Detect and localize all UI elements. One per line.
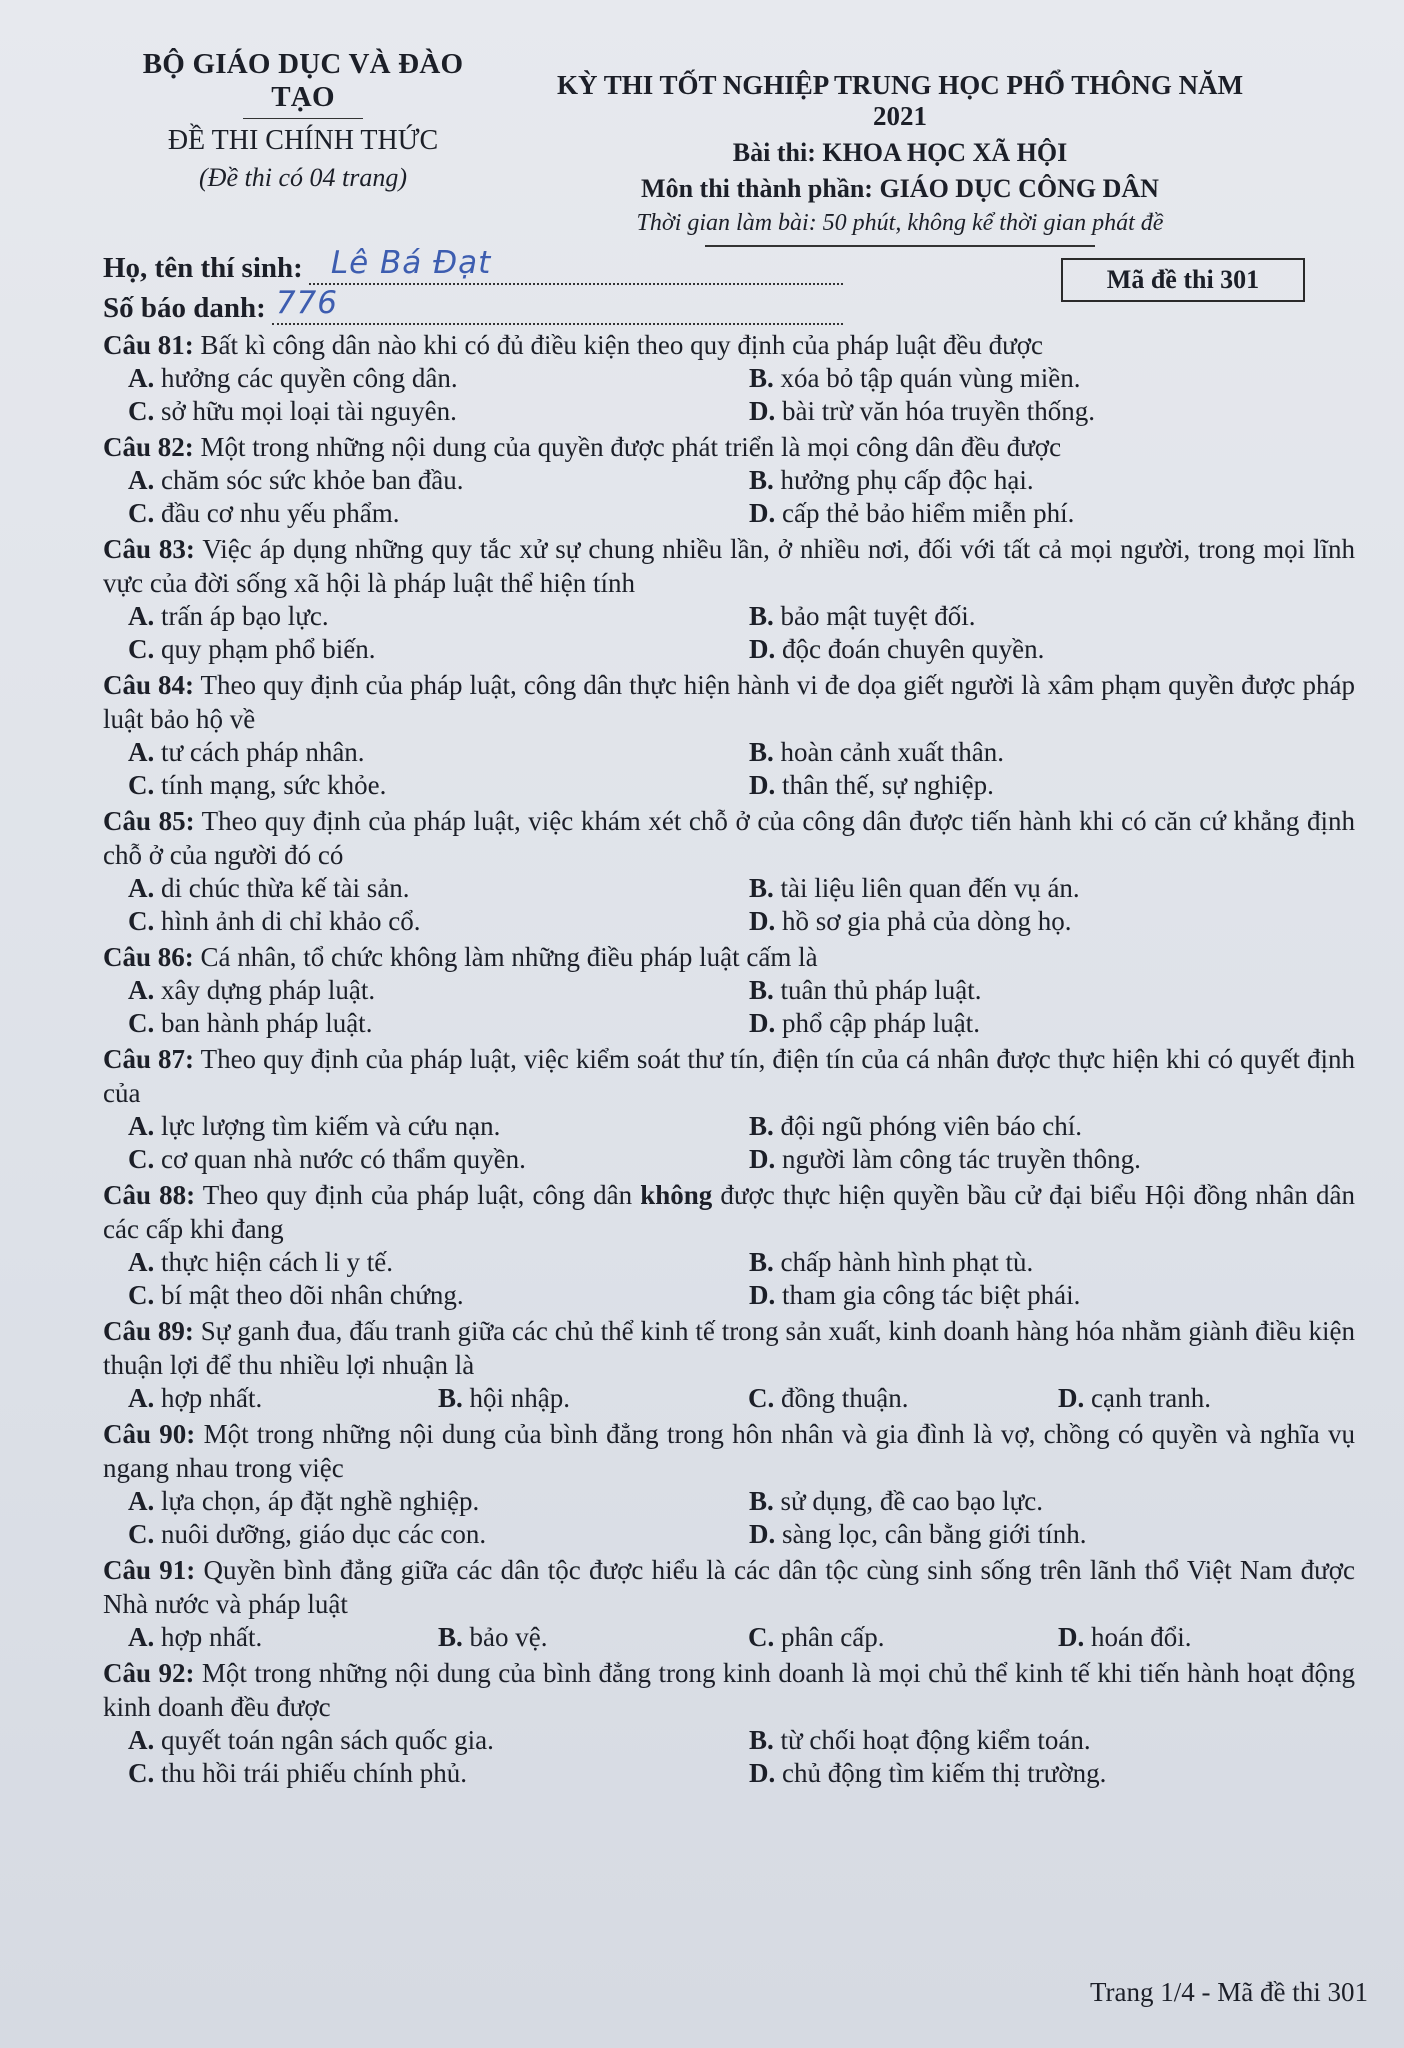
answer-option <box>724 1246 1345 1279</box>
answer-option <box>103 1246 724 1279</box>
answer-option <box>103 1621 413 1654</box>
answer-options <box>103 974 1355 1040</box>
answer-option <box>724 1518 1345 1551</box>
question-text: Theo quy định của pháp luật, việc kiểm soát thư tín, điện tín của cá nhân được thực hiện khi có quyết định của <box>103 1044 1355 1108</box>
answer-options <box>103 362 1355 428</box>
answer-option <box>1033 1621 1343 1654</box>
option-letter: A. <box>128 975 155 1005</box>
exam-code-box: Mã đề thi 301 <box>1061 258 1305 302</box>
option-text: đội ngũ phóng viên báo chí. <box>780 1111 1082 1141</box>
option-letter: D. <box>749 1008 776 1038</box>
answer-option <box>724 395 1345 428</box>
option-text: hội nhập. <box>469 1383 571 1413</box>
option-text: hưởng các quyền công dân. <box>161 363 458 393</box>
answer-option <box>724 1485 1345 1518</box>
question-text: Theo quy định của pháp luật, việc khám xét chỗ ở của công dân được tiến hành khi có căn cứ khẳng định chỗ ở của người đó có <box>103 806 1355 870</box>
answer-option <box>413 1382 723 1415</box>
option-text: hưởng phụ cấp độc hại. <box>780 465 1034 495</box>
option-letter: B. <box>749 465 774 495</box>
option-text: cơ quan nhà nước có thẩm quyền. <box>161 1144 526 1174</box>
option-text: sở hữu mọi loại tài nguyên. <box>161 396 457 426</box>
answer-option <box>724 872 1345 905</box>
option-letter: B. <box>749 737 774 767</box>
option-text: di chúc thừa kế tài sản. <box>161 873 410 903</box>
option-text: hợp nhất. <box>161 1383 263 1413</box>
option-text: đồng thuận. <box>781 1383 909 1413</box>
pages-note: (Đề thi có 04 trang) <box>199 163 407 192</box>
answer-option <box>103 1724 724 1757</box>
option-text: xóa bỏ tập quán vùng miền. <box>780 363 1081 393</box>
question-number: Câu 90: <box>103 1419 196 1449</box>
option-letter: D. <box>749 498 776 528</box>
option-letter: A. <box>128 1247 155 1277</box>
option-text: tính mạng, sức khỏe. <box>161 770 387 800</box>
candidate-name-row <box>103 245 843 285</box>
option-letter: C. <box>128 906 155 936</box>
option-text: chủ động tìm kiếm thị trường. <box>782 1758 1107 1788</box>
option-text: hoàn cảnh xuất thân. <box>780 737 1004 767</box>
question-stem <box>103 804 1355 872</box>
candidate-id-handwriting: 776 <box>275 285 338 321</box>
answer-options <box>103 1246 1355 1312</box>
question <box>103 1417 1355 1551</box>
option-text: hồ sơ gia phả của dòng họ. <box>782 906 1072 936</box>
option-letter: D. <box>1058 1622 1085 1652</box>
option-letter: B. <box>749 1725 774 1755</box>
option-letter: B. <box>749 1247 774 1277</box>
option-text: phân cấp. <box>781 1622 885 1652</box>
question-stem <box>103 430 1355 464</box>
option-letter: B. <box>749 873 774 903</box>
answer-option <box>724 1279 1345 1312</box>
option-text: tham gia công tác biệt phái. <box>782 1280 1081 1310</box>
option-text: trấn áp bạo lực. <box>161 601 329 631</box>
option-text: bài trừ văn hóa truyền thống. <box>782 396 1096 426</box>
option-text: lựa chọn, áp đặt nghề nghiệp. <box>161 1486 480 1516</box>
option-letter: C. <box>748 1622 775 1652</box>
answer-option <box>103 1485 724 1518</box>
answer-option <box>103 395 724 428</box>
answer-options <box>103 1724 1355 1790</box>
question-text: Sự ganh đua, đấu tranh giữa các chủ thể kinh tế trong sản xuất, kinh doanh hàng hóa nhằm giành điều kiện thuận lợi để thu nhiều lợi nhuận là <box>103 1316 1356 1380</box>
answer-option <box>103 1279 724 1312</box>
option-text: ban hành pháp luật. <box>161 1008 373 1038</box>
option-letter: A. <box>128 1111 155 1141</box>
question-number: Câu 87: <box>103 1044 195 1074</box>
question-number: Câu 86: <box>103 942 194 972</box>
option-letter: C. <box>128 1519 155 1549</box>
question-text: Việc áp dụng những quy tắc xử sự chung nhiều lần, ở nhiều nơi, đối với tất cả mọi người, trong mọi lĩnh vực của đời sống xã hội là pháp luật thể hiện tính <box>103 534 1356 598</box>
option-letter: C. <box>748 1383 775 1413</box>
option-letter: B. <box>749 601 774 631</box>
question-list <box>103 328 1355 1792</box>
answer-option <box>413 1621 723 1654</box>
question <box>103 940 1355 1040</box>
option-letter: A. <box>128 737 155 767</box>
answer-option <box>724 736 1345 769</box>
candidate-name-handwriting: Lê Bá Đạt <box>330 245 492 281</box>
question-number: Câu 83: <box>103 534 195 564</box>
option-text: sàng lọc, cân bằng giới tính. <box>782 1519 1087 1549</box>
exam-title: KỲ THI TỐT NGHIỆP TRUNG HỌC PHỔ THÔNG NĂM 2021 <box>556 70 1244 131</box>
answer-options <box>103 1110 1355 1176</box>
option-text: hợp nhất. <box>161 1622 263 1652</box>
option-text: bảo vệ. <box>469 1622 548 1652</box>
option-letter: C. <box>128 1144 155 1174</box>
option-letter: D. <box>749 396 776 426</box>
question <box>103 1042 1355 1176</box>
header-left <box>108 48 498 193</box>
answer-option <box>103 1110 724 1143</box>
option-text: từ chối hoạt động kiểm toán. <box>780 1725 1091 1755</box>
option-letter: C. <box>128 1280 155 1310</box>
candidate-id-field[interactable] <box>272 285 843 325</box>
option-letter: A. <box>128 601 155 631</box>
option-text: thực hiện cách li y tế. <box>161 1247 394 1277</box>
answer-option <box>103 1382 413 1415</box>
question-number: Câu 92: <box>103 1658 195 1688</box>
answer-option <box>724 1007 1345 1040</box>
answer-option <box>724 1724 1345 1757</box>
exam-subject: Bài thi: KHOA HỌC XÃ HỘI <box>732 138 1068 167</box>
question-stem <box>103 328 1355 362</box>
option-text: hình ảnh di chỉ khảo cổ. <box>161 906 421 936</box>
question <box>103 1178 1355 1312</box>
option-text: nuôi dưỡng, giáo dục các con. <box>161 1519 487 1549</box>
option-text: thu hồi trái phiếu chính phủ. <box>161 1758 467 1788</box>
exam-time: Thời gian làm bài: 50 phút, không kể thời gian phát đề <box>636 210 1164 236</box>
answer-options <box>103 736 1355 802</box>
answer-option <box>103 872 724 905</box>
question-text-emphasis: không <box>640 1180 713 1210</box>
option-letter: C. <box>128 498 155 528</box>
question-number: Câu 84: <box>103 670 195 700</box>
question-stem <box>103 1042 1355 1110</box>
question-stem <box>103 668 1355 736</box>
question-text: Bất kì công dân nào khi có đủ điều kiện theo quy định của pháp luật đều được <box>200 330 1043 360</box>
candidate-name-field[interactable] <box>309 245 843 285</box>
exam-component: Môn thi thành phần: GIÁO DỤC CÔNG DÂN <box>641 174 1159 203</box>
question-stem <box>103 1417 1355 1485</box>
question-text: Một trong những nội dung của quyền được phát triển là mọi công dân đều được <box>200 432 1062 462</box>
answer-option <box>103 1757 724 1790</box>
option-letter: B. <box>438 1383 463 1413</box>
answer-option <box>103 736 724 769</box>
option-letter: B. <box>438 1622 463 1652</box>
option-text: quy phạm phổ biến. <box>161 634 376 664</box>
option-text: cạnh tranh. <box>1091 1383 1211 1413</box>
answer-options <box>103 1621 1355 1654</box>
question <box>103 804 1355 938</box>
question <box>103 430 1355 530</box>
question-text: Theo quy định của pháp luật, công dân thực hiện hành vi đe dọa giết người là xâm phạm quyền được pháp luật bảo hộ về <box>103 670 1355 734</box>
answer-option <box>1033 1382 1343 1415</box>
answer-option <box>724 497 1345 530</box>
header-divider <box>243 118 363 119</box>
answer-options <box>103 1382 1355 1415</box>
answer-options <box>103 600 1355 666</box>
option-letter: D. <box>749 1280 776 1310</box>
question-stem <box>103 1553 1355 1621</box>
question-text: Cá nhân, tổ chức không làm những điều pháp luật cấm là <box>200 942 818 972</box>
answer-option <box>103 633 724 666</box>
question-number: Câu 88: <box>103 1180 196 1210</box>
option-letter: A. <box>128 1622 155 1652</box>
question <box>103 532 1355 666</box>
question <box>103 1553 1355 1654</box>
answer-option <box>724 633 1345 666</box>
option-text: bảo mật tuyệt đối. <box>780 601 976 631</box>
option-letter: B. <box>749 1111 774 1141</box>
question-number: Câu 82: <box>103 432 194 462</box>
question-text: được thực hiện quyền bầu cử đại biểu Hội đồng nhân dân các cấp khi đang <box>103 1180 1355 1244</box>
answer-option <box>724 464 1345 497</box>
answer-option <box>103 1007 724 1040</box>
option-letter: C. <box>128 634 155 664</box>
option-text: quyết toán ngân sách quốc gia. <box>161 1725 494 1755</box>
option-text: lực lượng tìm kiếm và cứu nạn. <box>161 1111 501 1141</box>
answer-option <box>724 769 1345 802</box>
option-text: tư cách pháp nhân. <box>161 737 365 767</box>
answer-option <box>724 362 1345 395</box>
question-stem <box>103 1178 1355 1246</box>
option-text: tuân thủ pháp luật. <box>780 975 982 1005</box>
answer-options <box>103 1485 1355 1551</box>
answer-options <box>103 872 1355 938</box>
option-text: bí mật theo dõi nhân chứng. <box>161 1280 464 1310</box>
question-number: Câu 85: <box>103 806 195 836</box>
option-letter: A. <box>128 1486 155 1516</box>
option-text: sử dụng, đề cao bạo lực. <box>780 1486 1043 1516</box>
header-right <box>540 70 1260 247</box>
option-letter: D. <box>749 1519 776 1549</box>
answer-option <box>723 1621 1033 1654</box>
option-text: xây dựng pháp luật. <box>161 975 376 1005</box>
page-footer: Trang 1/4 - Mã đề thi 301 <box>1090 1977 1368 2007</box>
option-letter: D. <box>1058 1383 1085 1413</box>
candidate-id-label: Số báo danh: <box>103 292 266 324</box>
answer-option <box>724 1757 1345 1790</box>
answer-option <box>724 1143 1345 1176</box>
question-stem <box>103 532 1355 600</box>
answer-option <box>103 464 724 497</box>
option-text: thân thế, sự nghiệp. <box>782 770 994 800</box>
answer-option <box>103 974 724 1007</box>
option-letter: B. <box>749 1486 774 1516</box>
answer-option <box>103 905 724 938</box>
question-stem <box>103 1314 1355 1382</box>
option-text: người làm công tác truyền thông. <box>782 1144 1141 1174</box>
option-letter: B. <box>749 363 774 393</box>
option-text: phổ cập pháp luật. <box>782 1008 980 1038</box>
option-text: hoán đổi. <box>1091 1622 1192 1652</box>
option-letter: D. <box>749 770 776 800</box>
option-text: chăm sóc sức khỏe ban đầu. <box>161 465 464 495</box>
answer-options <box>103 464 1355 530</box>
option-letter: B. <box>749 975 774 1005</box>
question-number: Câu 89: <box>103 1316 194 1346</box>
option-text: tài liệu liên quan đến vụ án. <box>780 873 1080 903</box>
question-text: Một trong những nội dung của bình đẳng trong kinh doanh là mọi chủ thể kinh tế khi tiến hành hoạt động kinh doanh đều được <box>103 1658 1355 1722</box>
option-letter: A. <box>128 1725 155 1755</box>
answer-option <box>103 362 724 395</box>
question-number: Câu 91: <box>103 1555 196 1585</box>
option-text: độc đoán chuyên quyền. <box>782 634 1045 664</box>
answer-option <box>103 769 724 802</box>
answer-option <box>724 905 1345 938</box>
candidate-info <box>103 245 843 325</box>
option-letter: D. <box>749 634 776 664</box>
option-letter: C. <box>128 770 155 800</box>
answer-option <box>103 497 724 530</box>
candidate-id-row <box>103 285 843 325</box>
answer-option <box>724 1110 1345 1143</box>
question-text: Quyền bình đẳng giữa các dân tộc được hiểu là các dân tộc cùng sinh sống trên lãnh thổ Việt Nam được Nhà nước và pháp luật <box>103 1555 1356 1619</box>
option-text: đầu cơ nhu yếu phẩm. <box>161 498 400 528</box>
option-letter: A. <box>128 465 155 495</box>
question-text: Một trong những nội dung của bình đẳng trong hôn nhân và gia đình là vợ, chồng có quyền và nghĩa vụ ngang nhau trong việc <box>103 1419 1355 1483</box>
option-letter: A. <box>128 1383 155 1413</box>
option-letter: A. <box>128 363 155 393</box>
option-letter: D. <box>749 906 776 936</box>
option-letter: C. <box>128 1758 155 1788</box>
option-letter: D. <box>749 1144 776 1174</box>
option-letter: C. <box>128 396 155 426</box>
question <box>103 1656 1355 1790</box>
answer-option <box>103 1518 724 1551</box>
option-letter: D. <box>749 1758 776 1788</box>
candidate-name-label: Họ, tên thí sinh: <box>103 252 303 284</box>
option-letter: C. <box>128 1008 155 1038</box>
answer-option <box>723 1382 1033 1415</box>
ministry-name: BỘ GIÁO DỤC VÀ ĐÀO TẠO <box>142 48 464 113</box>
question <box>103 1314 1355 1415</box>
question <box>103 668 1355 802</box>
question <box>103 328 1355 428</box>
question-stem <box>103 940 1355 974</box>
option-text: cấp thẻ bảo hiểm miễn phí. <box>782 498 1075 528</box>
answer-option <box>103 600 724 633</box>
official-label: ĐỀ THI CHÍNH THỨC <box>167 125 439 156</box>
option-letter: A. <box>128 873 155 903</box>
answer-option <box>724 600 1345 633</box>
question-stem <box>103 1656 1355 1724</box>
option-text: chấp hành hình phạt tù. <box>780 1247 1034 1277</box>
question-number: Câu 81: <box>103 330 194 360</box>
question-text: Theo quy định của pháp luật, công dân <box>202 1180 641 1210</box>
answer-option <box>103 1143 724 1176</box>
answer-option <box>724 974 1345 1007</box>
